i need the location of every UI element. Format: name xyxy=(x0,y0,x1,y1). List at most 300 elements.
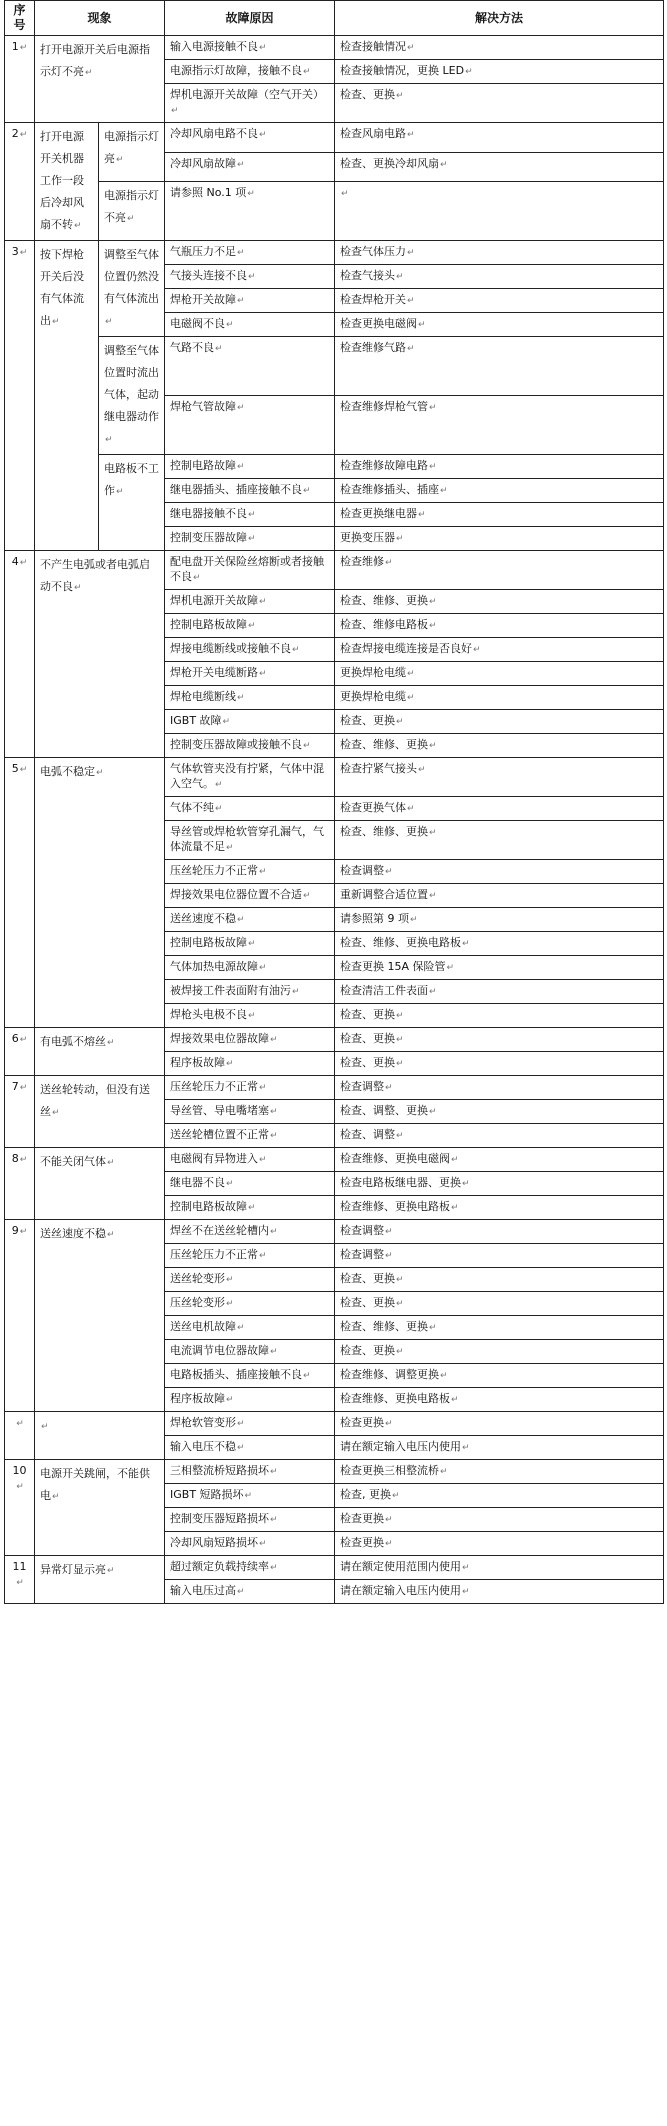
solution-cell xyxy=(335,758,664,797)
solution-cell xyxy=(335,1460,664,1484)
solution-cell-text: 检查调整 xyxy=(340,1248,385,1261)
solution-cell-text: 检查更换 15A 保险管 xyxy=(340,960,446,973)
solution-cell-text: 更换变压器 xyxy=(340,531,396,544)
solution-cell xyxy=(335,662,664,686)
sub-symptom-cell xyxy=(99,241,165,337)
symptom-cell xyxy=(35,1220,165,1412)
paragraph-mark: ↵ xyxy=(270,1035,278,1045)
cause-cell xyxy=(165,337,335,396)
paragraph-mark: ↵ xyxy=(407,669,415,679)
table-row xyxy=(5,182,664,241)
solution-cell xyxy=(335,710,664,734)
solution-cell xyxy=(335,1004,664,1028)
paragraph-mark: ↵ xyxy=(116,487,124,497)
cause-cell xyxy=(165,1052,335,1076)
cause-cell-text: 输入电压不稳 xyxy=(170,1440,237,1453)
cause-cell-text: 输入电源接触不良 xyxy=(170,40,259,53)
cause-cell-text: 焊枪软管变形 xyxy=(170,1416,237,1429)
cause-cell-text: 控制变压器短路损坏 xyxy=(170,1512,270,1525)
sub-symptom-cell xyxy=(99,182,165,241)
table-row xyxy=(5,337,664,396)
cause-cell-text: 气体不纯 xyxy=(170,801,215,814)
cause-cell xyxy=(165,84,335,123)
paragraph-mark: ↵ xyxy=(270,1515,278,1525)
table-row xyxy=(5,1220,664,1244)
paragraph-mark: ↵ xyxy=(429,891,437,901)
sub-symptom-cell-text: 调整至气体位置时流出气体，起动继电器动作 xyxy=(104,344,159,423)
cause-cell xyxy=(165,1244,335,1268)
paragraph-mark: ↵ xyxy=(237,403,245,413)
sub-symptom-cell xyxy=(99,455,165,551)
solution-cell-text: 检查、维修电路板 xyxy=(340,618,429,631)
solution-cell-text: 检查维修插头、插座 xyxy=(340,483,440,496)
paragraph-mark: ↵ xyxy=(440,159,448,170)
paragraph-mark: ↵ xyxy=(248,272,256,282)
solution-cell xyxy=(335,1052,664,1076)
paragraph-mark: ↵ xyxy=(429,828,437,838)
paragraph-mark: ↵ xyxy=(396,1275,404,1285)
cause-cell-text: 焊接电缆断线或接触不良 xyxy=(170,642,292,655)
solution-cell-text: 检查维修、更换电路板 xyxy=(340,1200,451,1213)
paragraph-mark: ↵ xyxy=(19,1035,28,1045)
solution-cell-text: 检查、更换冷却风扇 xyxy=(340,156,440,170)
table-row xyxy=(5,551,664,590)
row-number xyxy=(5,1148,35,1220)
table-row xyxy=(5,241,664,265)
paragraph-mark: ↵ xyxy=(259,1251,267,1261)
row-number-text: 4 xyxy=(11,555,19,568)
cause-cell xyxy=(165,123,335,153)
solution-cell xyxy=(335,1028,664,1052)
paragraph-mark: ↵ xyxy=(237,915,245,925)
row-number-text: 8 xyxy=(11,1152,19,1165)
cause-cell xyxy=(165,1460,335,1484)
paragraph-mark: ↵ xyxy=(385,1083,393,1093)
paragraph-mark: ↵ xyxy=(418,765,426,775)
symptom-cell-text: 打开电源开关后电源指示灯不亮 xyxy=(40,43,150,78)
paragraph-mark: ↵ xyxy=(74,221,82,231)
paragraph-mark: ↵ xyxy=(385,1515,393,1525)
cause-cell xyxy=(165,884,335,908)
solution-cell-text: 检查, 更换 xyxy=(340,1488,392,1501)
paragraph-mark: ↵ xyxy=(341,189,349,199)
cause-cell-text: 冷却风扇短路损坏 xyxy=(170,1536,259,1549)
cause-cell-text: 电磁阀有异物进入 xyxy=(170,1152,259,1165)
solution-cell xyxy=(335,289,664,313)
paragraph-mark: ↵ xyxy=(237,1323,245,1333)
cause-cell-text: 导丝管、导电嘴堵塞 xyxy=(170,1104,270,1117)
paragraph-mark: ↵ xyxy=(259,963,267,973)
cause-cell-text: 冷却风扇故障 xyxy=(170,156,237,170)
cause-cell xyxy=(165,1412,335,1436)
paragraph-mark: ↵ xyxy=(407,296,415,306)
paragraph-mark: ↵ xyxy=(429,462,437,472)
solution-cell-text: 检查维修 xyxy=(340,555,385,568)
solution-cell-text: 检查维修、调整更换 xyxy=(340,1368,440,1381)
cause-cell-text: 焊枪开关电缆断路 xyxy=(170,666,259,679)
document-page xyxy=(4,0,663,1604)
cause-cell xyxy=(165,638,335,662)
paragraph-mark: ↵ xyxy=(292,987,300,997)
row-number xyxy=(5,1028,35,1076)
cause-cell-text: 焊枪开关故障 xyxy=(170,293,237,306)
cause-cell-text: 输入电压过高 xyxy=(170,1584,237,1597)
paragraph-mark: ↵ xyxy=(465,67,473,77)
header-cause: 故障原因 xyxy=(165,1,335,36)
cause-cell xyxy=(165,396,335,455)
cause-cell-text: 超过额定负载持续率 xyxy=(170,1560,270,1573)
cause-cell xyxy=(165,1124,335,1148)
solution-cell-text: 检查、维修、更换电路板 xyxy=(340,936,462,949)
paragraph-mark: ↵ xyxy=(303,486,311,496)
paragraph-mark: ↵ xyxy=(396,1131,404,1141)
solution-cell xyxy=(335,1532,664,1556)
solution-cell-text: 请在额定使用范围内使用 xyxy=(340,1560,462,1573)
table-row xyxy=(5,758,664,797)
solution-cell xyxy=(335,337,664,396)
cause-cell-text: 气瓶压力不足 xyxy=(170,245,237,258)
table-row xyxy=(5,1460,664,1484)
row-number-text: 5 xyxy=(11,762,19,775)
solution-cell xyxy=(335,455,664,479)
cause-cell-text: 继电器不良 xyxy=(170,1176,226,1189)
paragraph-mark: ↵ xyxy=(247,189,255,199)
paragraph-mark: ↵ xyxy=(215,344,223,354)
solution-cell xyxy=(335,1388,664,1412)
row-number xyxy=(5,241,35,551)
solution-cell xyxy=(335,84,664,123)
paragraph-mark: ↵ xyxy=(396,1059,404,1069)
solution-cell xyxy=(335,797,664,821)
paragraph-mark: ↵ xyxy=(107,1230,115,1240)
cause-cell xyxy=(165,241,335,265)
solution-cell xyxy=(335,1436,664,1460)
solution-cell-text: 检查、更换 xyxy=(340,88,396,101)
table-body xyxy=(5,36,664,1604)
symptom-cell xyxy=(35,1076,165,1148)
paragraph-mark: ↵ xyxy=(473,645,481,655)
cause-cell-text: IGBT 短路损坏 xyxy=(170,1488,244,1501)
paragraph-mark: ↵ xyxy=(226,1059,234,1069)
solution-cell xyxy=(335,265,664,289)
paragraph-mark: ↵ xyxy=(303,741,311,751)
paragraph-mark: ↵ xyxy=(407,693,415,703)
row-number-text: 6 xyxy=(11,1032,19,1045)
cause-cell xyxy=(165,1508,335,1532)
solution-cell-text: 检查、维修、更换 xyxy=(340,825,429,838)
solution-cell xyxy=(335,1340,664,1364)
paragraph-mark: ↵ xyxy=(248,510,256,520)
paragraph-mark: ↵ xyxy=(429,741,437,751)
paragraph-mark: ↵ xyxy=(16,1482,24,1492)
paragraph-mark: ↵ xyxy=(16,1419,24,1429)
paragraph-mark: ↵ xyxy=(259,867,267,877)
solution-cell xyxy=(335,1244,664,1268)
cause-cell-text: 电路板插头、插座接触不良 xyxy=(170,1368,303,1381)
paragraph-mark: ↵ xyxy=(116,155,124,165)
cause-cell-text: 焊枪气管故障 xyxy=(170,400,237,413)
paragraph-mark: ↵ xyxy=(226,1299,234,1309)
cause-cell xyxy=(165,551,335,590)
solution-cell xyxy=(335,1316,664,1340)
solution-cell-text: 检查更换三相整流桥 xyxy=(340,1464,440,1477)
header-no: 序号 xyxy=(5,1,35,36)
table-row xyxy=(5,1076,664,1100)
symptom-cell-text: 不产生电弧或者电弧启动不良 xyxy=(40,558,150,593)
cause-cell-text: 控制电路板故障 xyxy=(170,936,248,949)
cause-cell xyxy=(165,908,335,932)
sub-symptom-cell-text: 电源指示灯亮 xyxy=(104,130,159,165)
solution-cell xyxy=(335,241,664,265)
paragraph-mark: ↵ xyxy=(107,1158,115,1168)
paragraph-mark: ↵ xyxy=(407,248,415,258)
cause-cell-text: 送丝速度不稳 xyxy=(170,912,237,925)
row-number xyxy=(5,1556,35,1604)
cause-cell xyxy=(165,479,335,503)
paragraph-mark: ↵ xyxy=(237,159,245,170)
paragraph-mark: ↵ xyxy=(385,1227,393,1237)
paragraph-mark: ↵ xyxy=(85,68,93,78)
paragraph-mark: ↵ xyxy=(248,621,256,631)
solution-cell xyxy=(335,1268,664,1292)
row-number xyxy=(5,123,35,241)
cause-cell-text: 气接头连接不良 xyxy=(170,269,248,282)
solution-cell-text: 检查气接头 xyxy=(340,269,396,282)
row-number-text: 11 xyxy=(12,1560,27,1573)
symptom-cell-text: 异常灯显示亮 xyxy=(40,1563,106,1576)
paragraph-mark: ↵ xyxy=(462,939,470,949)
cause-cell xyxy=(165,614,335,638)
solution-cell-text: 检查维修故障电路 xyxy=(340,459,429,472)
paragraph-mark: ↵ xyxy=(237,1587,245,1597)
cause-cell xyxy=(165,1196,335,1220)
paragraph-mark: ↵ xyxy=(19,43,28,53)
cause-cell-text: 焊枪电缆断线 xyxy=(170,690,237,703)
cause-cell xyxy=(165,1580,335,1604)
cause-cell-text: 控制电路板故障 xyxy=(170,1200,248,1213)
paragraph-mark: ↵ xyxy=(96,768,104,778)
paragraph-mark: ↵ xyxy=(259,597,267,607)
cause-cell-text: 配电盘开关保险丝熔断或者接触不良 xyxy=(170,555,325,583)
solution-cell-text: 重新调整合适位置 xyxy=(340,888,429,901)
row-number xyxy=(5,1076,35,1148)
solution-cell xyxy=(335,821,664,860)
cause-cell xyxy=(165,265,335,289)
paragraph-mark: ↵ xyxy=(259,1155,267,1165)
solution-cell-text: 检查、更换 xyxy=(340,1056,396,1069)
solution-cell-text: 检查接触情况，更换 LED xyxy=(340,64,465,77)
paragraph-mark: ↵ xyxy=(248,534,256,544)
cause-cell-text: 电源指示灯故障，接触不良 xyxy=(170,64,303,77)
cause-cell xyxy=(165,1148,335,1172)
symptom-cell-text: 电源开关跳闸，不能供电 xyxy=(40,1467,150,1502)
solution-cell xyxy=(335,686,664,710)
cause-cell-text: 被焊接工件表面附有油污 xyxy=(170,984,292,997)
cause-cell xyxy=(165,662,335,686)
cause-cell xyxy=(165,1484,335,1508)
solution-cell-text: 检查拧紧气接头 xyxy=(340,762,418,775)
symptom-cell xyxy=(35,1412,165,1460)
paragraph-mark: ↵ xyxy=(429,597,437,607)
solution-cell-text: 检查维修焊枪气管 xyxy=(340,400,429,413)
symptom-cell-text: 送丝轮转动，但没有送丝 xyxy=(40,1083,150,1118)
symptom-cell xyxy=(35,551,165,758)
solution-cell-text: 检查更换 xyxy=(340,1536,385,1549)
paragraph-mark: ↵ xyxy=(418,320,426,330)
paragraph-mark: ↵ xyxy=(446,963,455,973)
solution-cell-text: 检查、更换 xyxy=(340,1272,396,1285)
paragraph-mark: ↵ xyxy=(270,1227,278,1237)
sub-symptom-cell-text: 调整至气体位置仍然没有气体流出 xyxy=(104,248,159,305)
symptom-cell-text: 打开电源开关机器工作一段后冷却风扇不转 xyxy=(40,130,84,231)
solution-cell-text: 检查电路板继电器、更换 xyxy=(340,1176,462,1189)
cause-cell-text: 控制电路故障 xyxy=(170,459,237,472)
paragraph-mark: ↵ xyxy=(259,1539,267,1549)
solution-cell xyxy=(335,152,664,182)
solution-cell-text: 检查维修、更换电路板 xyxy=(340,1392,451,1405)
paragraph-mark: ↵ xyxy=(385,1539,393,1549)
solution-cell xyxy=(335,1196,664,1220)
cause-cell xyxy=(165,860,335,884)
paragraph-mark: ↵ xyxy=(385,867,393,877)
paragraph-mark: ↵ xyxy=(226,1275,234,1285)
paragraph-mark: ↵ xyxy=(193,573,201,583)
paragraph-mark: ↵ xyxy=(19,130,28,140)
solution-cell-text: 检查调整 xyxy=(340,1080,385,1093)
solution-cell xyxy=(335,396,664,455)
solution-cell xyxy=(335,908,664,932)
cause-cell-text: 程序板故障 xyxy=(170,1392,226,1405)
paragraph-mark: ↵ xyxy=(396,1347,404,1357)
cause-cell xyxy=(165,1340,335,1364)
cause-cell xyxy=(165,1028,335,1052)
cause-cell xyxy=(165,821,335,860)
solution-cell-text: 检查更换气体 xyxy=(340,801,407,814)
paragraph-mark: ↵ xyxy=(127,214,135,224)
paragraph-mark: ↵ xyxy=(237,693,245,703)
cause-cell xyxy=(165,36,335,60)
cause-cell xyxy=(165,455,335,479)
cause-cell xyxy=(165,289,335,313)
paragraph-mark: ↵ xyxy=(19,1155,28,1165)
solution-cell-text: 检查更换电磁阀 xyxy=(340,317,418,330)
solution-cell xyxy=(335,1364,664,1388)
row-number-text: 7 xyxy=(11,1080,19,1093)
paragraph-mark: ↵ xyxy=(440,486,448,496)
cause-cell xyxy=(165,1316,335,1340)
solution-cell xyxy=(335,551,664,590)
paragraph-mark: ↵ xyxy=(407,344,415,354)
symptom-cell xyxy=(35,241,99,551)
cause-cell xyxy=(165,797,335,821)
solution-cell xyxy=(335,1124,664,1148)
cause-cell-text: 气体软管夹没有拧紧，气体中混入空气。 xyxy=(170,762,325,790)
header-row xyxy=(5,1,664,36)
header-symptom: 现象 xyxy=(35,1,165,36)
paragraph-mark: ↵ xyxy=(105,317,113,327)
sub-symptom-cell-text: 电源指示灯不亮 xyxy=(104,189,159,224)
solution-cell-text: 检查清洁工件表面 xyxy=(340,984,429,997)
cause-cell-text: 气体加热电源故障 xyxy=(170,960,259,973)
solution-cell-text: 检查、调整、更换 xyxy=(340,1104,429,1117)
paragraph-mark: ↵ xyxy=(248,1011,256,1021)
solution-cell-text: 检查接触情况 xyxy=(340,40,407,53)
paragraph-mark: ↵ xyxy=(385,558,393,568)
paragraph-mark: ↵ xyxy=(270,1107,278,1117)
solution-cell xyxy=(335,614,664,638)
solution-cell xyxy=(335,503,664,527)
paragraph-mark: ↵ xyxy=(19,558,28,568)
table-row xyxy=(5,1412,664,1436)
solution-cell xyxy=(335,860,664,884)
cause-cell xyxy=(165,1004,335,1028)
solution-cell xyxy=(335,60,664,84)
symptom-cell-text: 不能关闭气体 xyxy=(40,1155,106,1168)
symptom-cell-text: 按下焊枪开关后没有气体流出 xyxy=(40,248,84,327)
row-number-text: 1 xyxy=(11,40,19,53)
cause-cell xyxy=(165,1268,335,1292)
cause-cell xyxy=(165,503,335,527)
solution-cell-text: 检查、维修、更换 xyxy=(340,738,429,751)
sub-symptom-cell xyxy=(99,337,165,455)
symptom-cell-text: 电弧不稳定 xyxy=(40,765,95,778)
cause-cell xyxy=(165,1100,335,1124)
solution-cell xyxy=(335,1292,664,1316)
row-number xyxy=(5,1460,35,1556)
paragraph-mark: ↵ xyxy=(396,1299,404,1309)
solution-cell xyxy=(335,527,664,551)
solution-cell-text: 检查、更换 xyxy=(340,1008,396,1021)
cause-cell-text: 焊机电源开关故障（空气开关） xyxy=(170,88,325,101)
solution-cell-text: 请参照第 9 项 xyxy=(340,912,410,925)
paragraph-mark: ↵ xyxy=(303,891,311,901)
cause-cell-text: 电磁阀不良 xyxy=(170,317,226,330)
solution-cell xyxy=(335,932,664,956)
row-number xyxy=(5,1412,35,1460)
cause-cell xyxy=(165,590,335,614)
cause-cell xyxy=(165,956,335,980)
paragraph-mark: ↵ xyxy=(270,1563,278,1573)
cause-cell-text: 控制变压器故障 xyxy=(170,531,248,544)
symptom-cell xyxy=(35,1460,165,1556)
cause-cell-text: 控制电路板故障 xyxy=(170,618,248,631)
solution-cell-text: 检查、维修、更换 xyxy=(340,1320,429,1333)
cause-cell xyxy=(165,1556,335,1580)
table-row xyxy=(5,123,664,153)
paragraph-mark: ↵ xyxy=(385,1419,393,1429)
paragraph-mark: ↵ xyxy=(248,1203,256,1213)
paragraph-mark: ↵ xyxy=(248,939,256,949)
cause-cell xyxy=(165,1172,335,1196)
cause-cell xyxy=(165,686,335,710)
paragraph-mark: ↵ xyxy=(429,1323,437,1333)
paragraph-mark: ↵ xyxy=(52,1108,60,1118)
cause-cell-text: 请参照 No.1 项 xyxy=(170,186,247,199)
solution-cell-text: 检查维修气路 xyxy=(340,341,407,354)
solution-cell-text: 检查调整 xyxy=(340,1224,385,1237)
row-number-text: 3 xyxy=(11,245,19,258)
solution-cell xyxy=(335,1076,664,1100)
paragraph-mark: ↵ xyxy=(226,1179,234,1189)
table-row xyxy=(5,1556,664,1580)
solution-cell xyxy=(335,1148,664,1172)
cause-cell-text: 焊枪头电极不良 xyxy=(170,1008,248,1021)
paragraph-mark: ↵ xyxy=(259,1083,267,1093)
paragraph-mark: ↵ xyxy=(418,510,426,520)
paragraph-mark: ↵ xyxy=(270,1347,278,1357)
solution-cell xyxy=(335,980,664,1004)
solution-cell-text: 检查、维修、更换 xyxy=(340,594,429,607)
